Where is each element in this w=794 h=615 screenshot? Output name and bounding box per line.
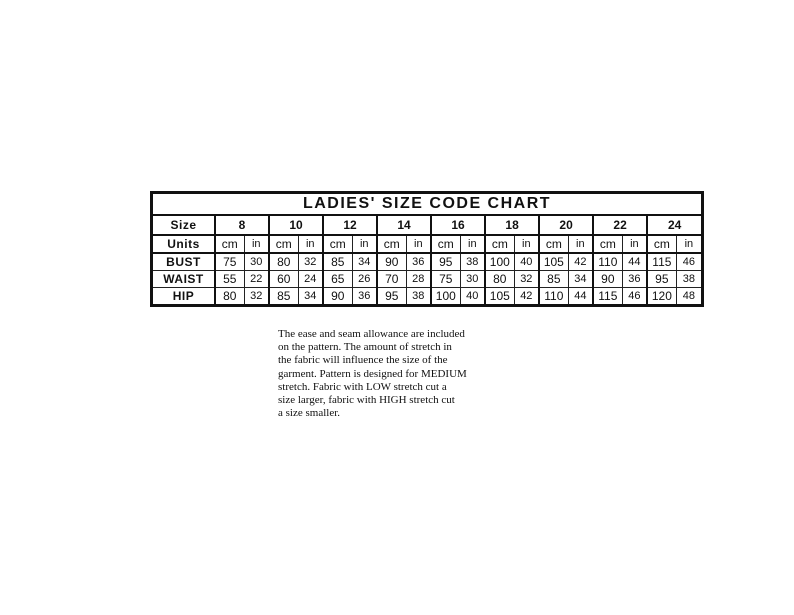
waist-in: 36 xyxy=(622,271,647,288)
size-8: 8 xyxy=(215,216,269,235)
bust-cm: 80 xyxy=(269,253,298,271)
unit-in: in xyxy=(298,235,323,253)
hip-cm: 110 xyxy=(539,288,568,305)
unit-in: in xyxy=(406,235,431,253)
waist-cm: 80 xyxy=(485,271,514,288)
size-22: 22 xyxy=(593,216,647,235)
size-code-chart xyxy=(150,191,704,307)
bust-in: 38 xyxy=(460,253,485,271)
bust-in: 40 xyxy=(514,253,539,271)
hip-row xyxy=(153,288,701,305)
size-20: 20 xyxy=(539,216,593,235)
row-label-bust: BUST xyxy=(153,253,215,271)
size-header-row xyxy=(153,216,701,235)
bust-cm: 75 xyxy=(215,253,244,271)
hip-cm: 80 xyxy=(215,288,244,305)
bust-in: 44 xyxy=(622,253,647,271)
hip-in: 42 xyxy=(514,288,539,305)
bust-row xyxy=(153,253,701,271)
unit-in: in xyxy=(514,235,539,253)
unit-cm: cm xyxy=(215,235,244,253)
waist-row xyxy=(153,271,701,288)
unit-cm: cm xyxy=(539,235,568,253)
hip-cm: 120 xyxy=(647,288,676,305)
waist-in: 38 xyxy=(676,271,701,288)
size-table xyxy=(153,216,701,304)
waist-in: 32 xyxy=(514,271,539,288)
waist-in: 26 xyxy=(352,271,377,288)
bust-in: 32 xyxy=(298,253,323,271)
unit-in: in xyxy=(676,235,701,253)
hip-cm: 90 xyxy=(323,288,352,305)
size-16: 16 xyxy=(431,216,485,235)
bust-cm: 110 xyxy=(593,253,622,271)
waist-cm: 60 xyxy=(269,271,298,288)
hip-in: 46 xyxy=(622,288,647,305)
note-line: size larger, fabric with HIGH stretch cut xyxy=(278,394,455,407)
size-24: 24 xyxy=(647,216,701,235)
note-line: The ease and seam allowance are included xyxy=(278,328,465,340)
hip-cm: 100 xyxy=(431,288,460,305)
bust-cm: 100 xyxy=(485,253,514,271)
unit-cm: cm xyxy=(485,235,514,253)
waist-cm: 85 xyxy=(539,271,568,288)
bust-in: 42 xyxy=(568,253,593,271)
row-label-waist: WAIST xyxy=(153,271,215,288)
hip-cm: 85 xyxy=(269,288,298,305)
bust-in: 34 xyxy=(352,253,377,271)
hip-in: 32 xyxy=(244,288,269,305)
waist-cm: 95 xyxy=(647,271,676,288)
hip-in: 36 xyxy=(352,288,377,305)
bust-cm: 115 xyxy=(647,253,676,271)
unit-cm: cm xyxy=(269,235,298,253)
waist-in: 24 xyxy=(298,271,323,288)
bust-in: 46 xyxy=(676,253,701,271)
unit-in: in xyxy=(460,235,485,253)
unit-cm: cm xyxy=(431,235,460,253)
hip-in: 40 xyxy=(460,288,485,305)
unit-in: in xyxy=(568,235,593,253)
hip-cm: 115 xyxy=(593,288,622,305)
waist-in: 28 xyxy=(406,271,431,288)
hip-cm: 95 xyxy=(377,288,406,305)
unit-in: in xyxy=(352,235,377,253)
unit-cm: cm xyxy=(323,235,352,253)
chart-title: LADIES' SIZE CODE CHART xyxy=(153,194,701,216)
unit-cm: cm xyxy=(377,235,406,253)
bust-in: 36 xyxy=(406,253,431,271)
size-10: 10 xyxy=(269,216,323,235)
unit-in: in xyxy=(244,235,269,253)
hip-in: 34 xyxy=(298,288,323,305)
waist-cm: 70 xyxy=(377,271,406,288)
waist-cm: 90 xyxy=(593,271,622,288)
unit-cm: cm xyxy=(593,235,622,253)
hip-in: 44 xyxy=(568,288,593,305)
size-18: 18 xyxy=(485,216,539,235)
note-line: garment. Pattern is designed for MEDIUM xyxy=(278,367,467,380)
stretch-note xyxy=(278,328,578,420)
units-label: Units xyxy=(153,235,215,253)
note-line: stretch. Fabric with LOW stretch cut a xyxy=(278,380,447,393)
bust-cm: 95 xyxy=(431,253,460,271)
waist-cm: 55 xyxy=(215,271,244,288)
bust-in: 30 xyxy=(244,253,269,271)
waist-in: 34 xyxy=(568,271,593,288)
bust-cm: 105 xyxy=(539,253,568,271)
waist-in: 22 xyxy=(244,271,269,288)
bust-cm: 90 xyxy=(377,253,406,271)
row-label-hip: HIP xyxy=(153,288,215,305)
hip-cm: 105 xyxy=(485,288,514,305)
units-row xyxy=(153,235,701,253)
note-line: on the pattern. The amount of stretch in xyxy=(278,341,452,354)
size-label: Size xyxy=(153,216,215,235)
note-line: a size smaller. xyxy=(278,407,341,420)
size-12: 12 xyxy=(323,216,377,235)
size-14: 14 xyxy=(377,216,431,235)
bust-cm: 85 xyxy=(323,253,352,271)
waist-in: 30 xyxy=(460,271,485,288)
hip-in: 48 xyxy=(676,288,701,305)
unit-cm: cm xyxy=(647,235,676,253)
unit-in: in xyxy=(622,235,647,253)
hip-in: 38 xyxy=(406,288,431,305)
waist-cm: 75 xyxy=(431,271,460,288)
note-line: the fabric will influence the size of the xyxy=(278,354,448,367)
waist-cm: 65 xyxy=(323,271,352,288)
